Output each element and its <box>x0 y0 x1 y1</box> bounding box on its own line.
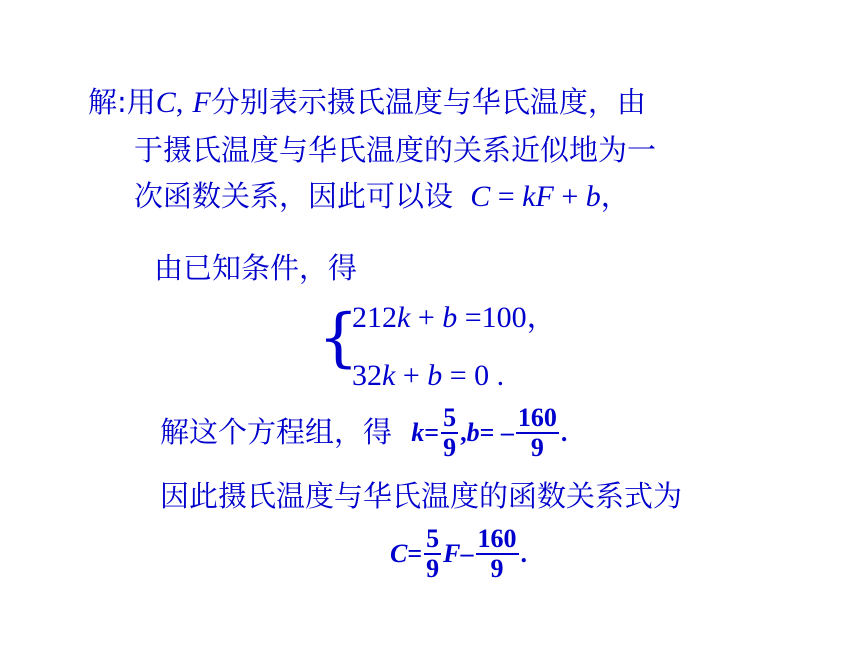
solve-comma: , <box>460 418 467 448</box>
k-fraction <box>441 404 458 462</box>
eq1-rhs: =100 <box>457 301 527 334</box>
solution-line-2 <box>134 132 656 168</box>
eq1-b: b <box>442 301 458 334</box>
solution-line-1 <box>88 84 646 121</box>
eq-b: b <box>585 180 601 213</box>
k-denominator: 9 <box>443 433 457 463</box>
solve-eq: = <box>424 418 440 448</box>
eq2-plus: + <box>395 359 428 392</box>
var-f: F <box>192 86 211 119</box>
eq2-coef: 32 <box>352 359 382 392</box>
k-numerator: 5 <box>443 403 457 433</box>
eq1-plus: + <box>410 301 443 334</box>
final-denominator-1: 9 <box>426 554 440 584</box>
eq-k: k <box>522 180 536 213</box>
final-c: C <box>390 539 408 569</box>
var-c: C <box>155 86 176 119</box>
eq-plus: + <box>553 180 586 213</box>
given-text: 由已知条件，得 <box>154 251 358 285</box>
final-period: . <box>520 539 528 569</box>
final-fraction-1 <box>424 525 441 583</box>
solve-eq-neg: = – <box>479 418 514 448</box>
final-numerator-2: 160 <box>477 524 517 554</box>
eq1-end: ， <box>526 301 557 334</box>
eq2-k: k <box>382 359 396 392</box>
eq-c: C <box>470 180 491 213</box>
b-denominator: 9 <box>530 433 544 463</box>
b-fraction <box>516 404 559 462</box>
solve-period: . <box>560 418 568 448</box>
solution-text-line3: 次函数关系，因此可以设 <box>134 179 454 213</box>
solve-line <box>160 396 567 467</box>
solve-b: b <box>466 418 480 448</box>
solve-k: k <box>411 418 425 448</box>
final-minus: – <box>460 539 474 569</box>
conclusion-text: 因此摄氏温度与华氏温度的函数关系式为 <box>160 479 683 513</box>
solve-text: 解这个方程组，得 <box>160 415 393 449</box>
var-sep: , <box>175 86 184 119</box>
eq2-b: b <box>427 359 443 392</box>
eq2-rhs: = 0 <box>442 359 490 392</box>
final-eq: = <box>407 539 423 569</box>
final-numerator-1: 5 <box>426 524 440 554</box>
final-fraction-2 <box>476 525 519 583</box>
solve-result <box>411 403 568 463</box>
solution-line-3 <box>134 178 630 215</box>
conclusion-line <box>160 478 682 514</box>
eq1-coef: 212 <box>352 301 397 334</box>
b-numerator: 160 <box>517 403 557 433</box>
final-f: F <box>443 539 461 569</box>
final-formula <box>390 518 527 588</box>
system-eq-2 <box>352 358 504 394</box>
eq-f: F <box>535 180 554 213</box>
solution-line3-end: ， <box>600 179 630 213</box>
eq-sign: = <box>490 180 523 213</box>
eq2-end: . <box>489 359 505 392</box>
system-brace: { <box>318 301 359 375</box>
final-denominator-2: 9 <box>490 554 504 584</box>
solution-text-a: 用 <box>126 85 156 119</box>
solution-text-line2: 于摄氏温度与华氏温度的关系近似地为一 <box>134 133 657 167</box>
solution-text-b: 分别表示摄氏温度与华氏温度，由 <box>210 85 646 119</box>
system-eq-1 <box>352 300 557 336</box>
solution-label: 解: <box>88 85 127 119</box>
eq1-k: k <box>397 301 411 334</box>
linear-equation <box>470 180 601 213</box>
given-line <box>154 250 357 286</box>
